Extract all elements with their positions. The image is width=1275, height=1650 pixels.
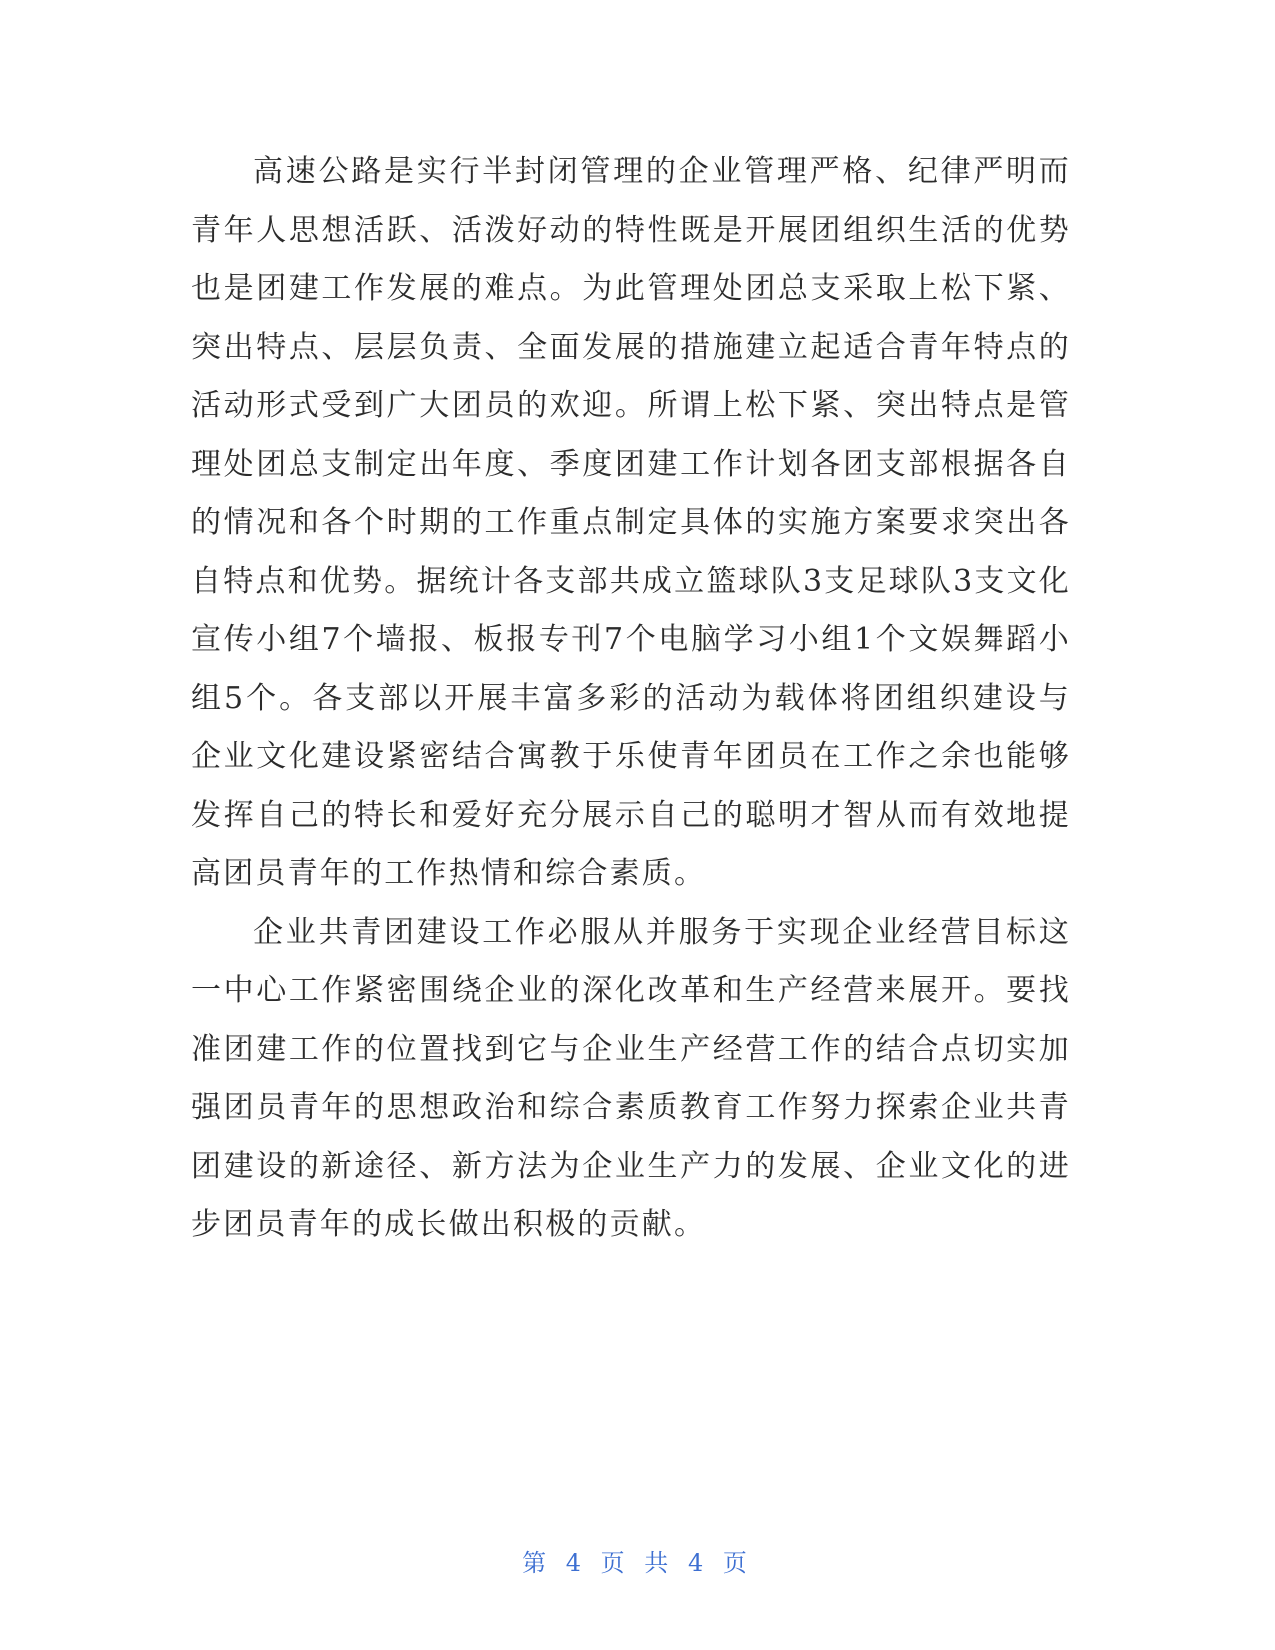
paragraph: 企业共青团建设工作必服从并服务于实现企业经营目标这一中心工作紧密围绕企业的深化改革和生产经营来展开。要找准团建工作的位置找到它与企业生产经营工作的结合点切实加强团员青年的思想政治和综合素质教育工作努力探索企业共青团建设的新途径、新方法为企业生产力的发展、企业文化的进步团员青年的成长做出积极的贡献。 [191, 914, 1071, 1242]
paragraph: 高速公路是实行半封闭管理的企业管理严格、纪律严明而青年人思想活跃、活泼好动的特性既是开展团组织生活的优势也是团建工作发展的难点。为此管理处团总支采取上松下紧、突出特点、层层负责、全面发展的措施建立起适合青年特点的活动形式受到广大团员的欢迎。所谓上松下紧、突出特点是管理处团总支制定出年度、季度团建工作计划各团支部根据各自的情况和各个时期的工作重点制定具体的实施方案要求突出各自特点和优势。据统计各支部共成立篮球队3支足球队3支文化宣传小组7个墙报、板报专刊7个电脑学习小组1个文娱舞蹈小组5个。各支部以开展丰富多彩的活动为载体将团组织建设与企业文化建设紧密结合寓教于乐使青年团员在工作之余也能够发挥自己的特长和爱好充分展示自己的聪明才智从而有效地提高团员青年的工作热情和综合素质。 [191, 154, 1071, 891]
page-number-footer: 第 4 页 共 4 页 [522, 1549, 753, 1577]
document-body [191, 143, 1071, 1255]
